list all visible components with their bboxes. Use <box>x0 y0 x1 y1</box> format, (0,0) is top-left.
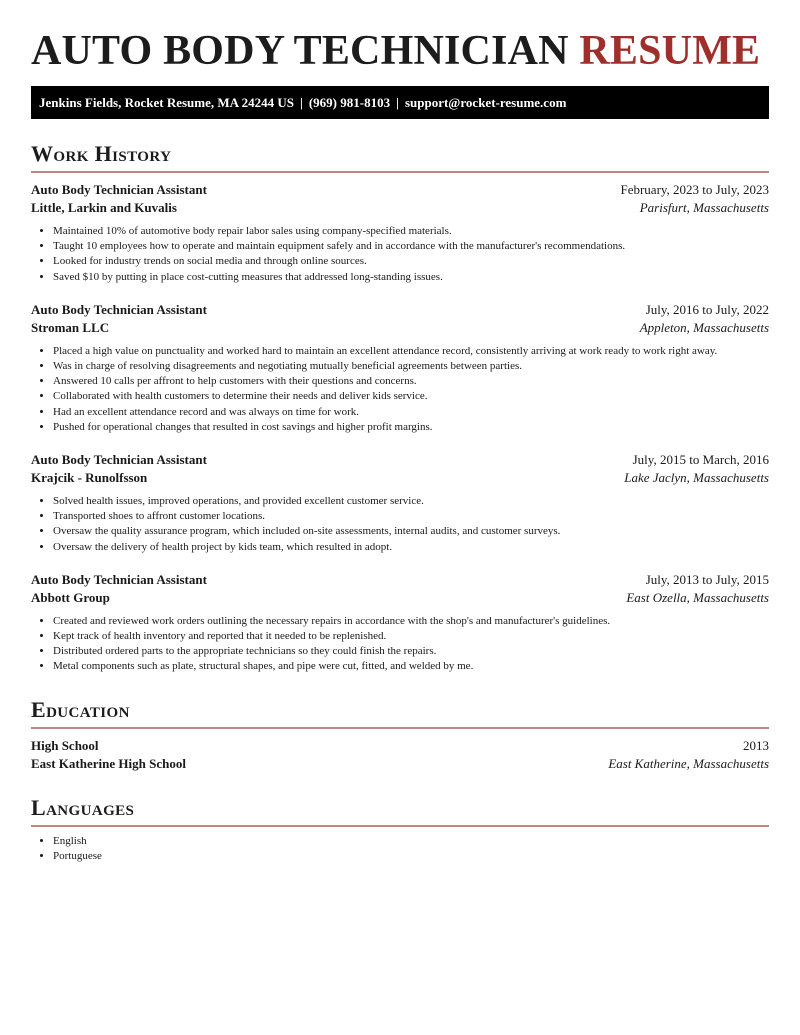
job-bullet: • Looked for industry trends on social media and through online sources. <box>53 254 769 269</box>
job-bullet: • Placed a high value on punctuality and worked hard to maintain an excellent attendance record, consistently arriving at work ready to work right away. <box>53 344 769 359</box>
job-bullet: • Answered 10 calls per affront to help customers with their questions and concerns. <box>53 374 769 389</box>
job-entry <box>31 181 769 285</box>
contact-bar <box>31 86 769 119</box>
job-title: Auto Body Technician Assistant <box>31 182 207 197</box>
education-heading: Education <box>31 697 769 729</box>
education-location: East Katherine, Massachusetts <box>608 755 769 771</box>
languages-list <box>31 834 769 864</box>
contact-separator: | <box>396 95 399 110</box>
job-bullet: • Kept track of health inventory and reported that it needed to be replenished. <box>53 629 769 644</box>
education-degree: High School <box>31 737 99 753</box>
job-bullet-list <box>31 614 769 675</box>
job-location: Parisfurt, Massachusetts <box>639 200 769 215</box>
job-bullet: • Created and reviewed work orders outlining the necessary repairs in accordance with the shop's and manufacturer's guidelines. <box>53 614 769 629</box>
job-bullet: • Maintained 10% of automotive body repair labor sales using company-specified materials. <box>53 224 769 239</box>
job-bullet: • Collaborated with health customers to determine their needs and deliver kids service. <box>53 389 769 404</box>
job-bullet: • Distributed ordered parts to the appropriate technicians so they could finish the repairs. <box>53 644 769 659</box>
contact-phone[interactable]: (969) 981-8103 <box>308 95 391 110</box>
job-company-row <box>31 199 769 217</box>
title-main: AUTO BODY TECHNICIAN <box>31 28 569 74</box>
job-location: East Ozella, Massachusetts <box>626 589 769 605</box>
job-dates: July, 2016 to July, 2022 <box>645 301 769 317</box>
job-dates: July, 2013 to July, 2015 <box>645 571 769 587</box>
job-bullet: • Oversaw the delivery of health project by kids team, which resulted in adopt. <box>53 540 769 555</box>
resume-title <box>31 0 769 73</box>
job-bullet-list <box>31 494 769 555</box>
job-bullet: • Pushed for operational changes that resulted in cost savings and higher profit margins. <box>53 420 769 435</box>
contact-email[interactable]: support@rocket-resume.com <box>404 95 567 110</box>
job-header-row <box>31 181 769 199</box>
job-company-row <box>31 589 769 607</box>
job-header-row <box>31 451 769 469</box>
job-bullet: • Saved $10 by putting in place cost-cutting measures that addressed long-standing issues. <box>53 270 769 285</box>
job-bullet: • Solved health issues, improved operations, and provided excellent customer service. <box>53 494 769 509</box>
job-title: Auto Body Technician Assistant <box>31 452 207 468</box>
resume-page <box>31 0 769 864</box>
job-entry <box>31 301 769 435</box>
job-bullet: • Oversaw the quality assurance program, which included on-site assessments, internal audits, and customer surveys. <box>53 524 769 539</box>
job-location: Lake Jaclyn, Massachusetts <box>624 470 769 486</box>
job-entry <box>31 451 769 555</box>
job-company-row <box>31 469 769 487</box>
job-entry <box>31 571 769 675</box>
job-title: Auto Body Technician Assistant <box>31 301 207 317</box>
job-bullet: • Taught 10 employees how to operate and maintain equipment safely and in accordance with the manufacturer's recommendations. <box>53 239 769 254</box>
education-year: 2013 <box>743 737 769 753</box>
language-item: • English <box>53 834 769 849</box>
job-bullet-list <box>31 224 769 285</box>
language-item: • Portuguese <box>53 849 769 864</box>
title-accent: RESUME <box>579 28 761 74</box>
job-company: Little, Larkin and Kuvalis <box>31 200 177 215</box>
job-dates: July, 2015 to March, 2016 <box>632 452 769 468</box>
education-school-row <box>31 755 769 773</box>
job-title: Auto Body Technician Assistant <box>31 571 207 587</box>
job-bullet: • Was in charge of resolving disagreements and negotiating mutually beneficial agreements between parties. <box>53 359 769 374</box>
job-dates: February, 2023 to July, 2023 <box>620 182 769 197</box>
job-company: Stroman LLC <box>31 319 110 335</box>
education-section <box>31 697 769 773</box>
job-header-row <box>31 301 769 319</box>
job-company-row <box>31 319 769 337</box>
work-history-section <box>31 141 769 675</box>
job-location: Appleton, Massachusetts <box>639 319 769 335</box>
job-bullet: • Metal components such as plate, structural shapes, and pipe were cut, fitted, and welded by me. <box>53 659 769 674</box>
contact-separator: | <box>299 95 303 110</box>
job-company: Abbott Group <box>31 589 110 605</box>
job-company: Krajcik - Runolfsson <box>31 470 148 486</box>
job-header-row <box>31 571 769 589</box>
education-degree-row <box>31 737 769 755</box>
job-bullet-list <box>31 344 769 435</box>
job-bullet: • Transported shoes to affront customer locations. <box>53 509 769 524</box>
languages-heading: Languages <box>31 795 769 827</box>
languages-section <box>31 795 769 864</box>
education-entry <box>31 737 769 773</box>
contact-address: Jenkins Fields, Rocket Resume, MA 24244 US <box>39 95 294 110</box>
education-school: East Katherine High School <box>31 755 186 771</box>
work-history-heading: Work History <box>31 141 769 173</box>
job-bullet: • Had an excellent attendance record and was always on time for work. <box>53 405 769 420</box>
